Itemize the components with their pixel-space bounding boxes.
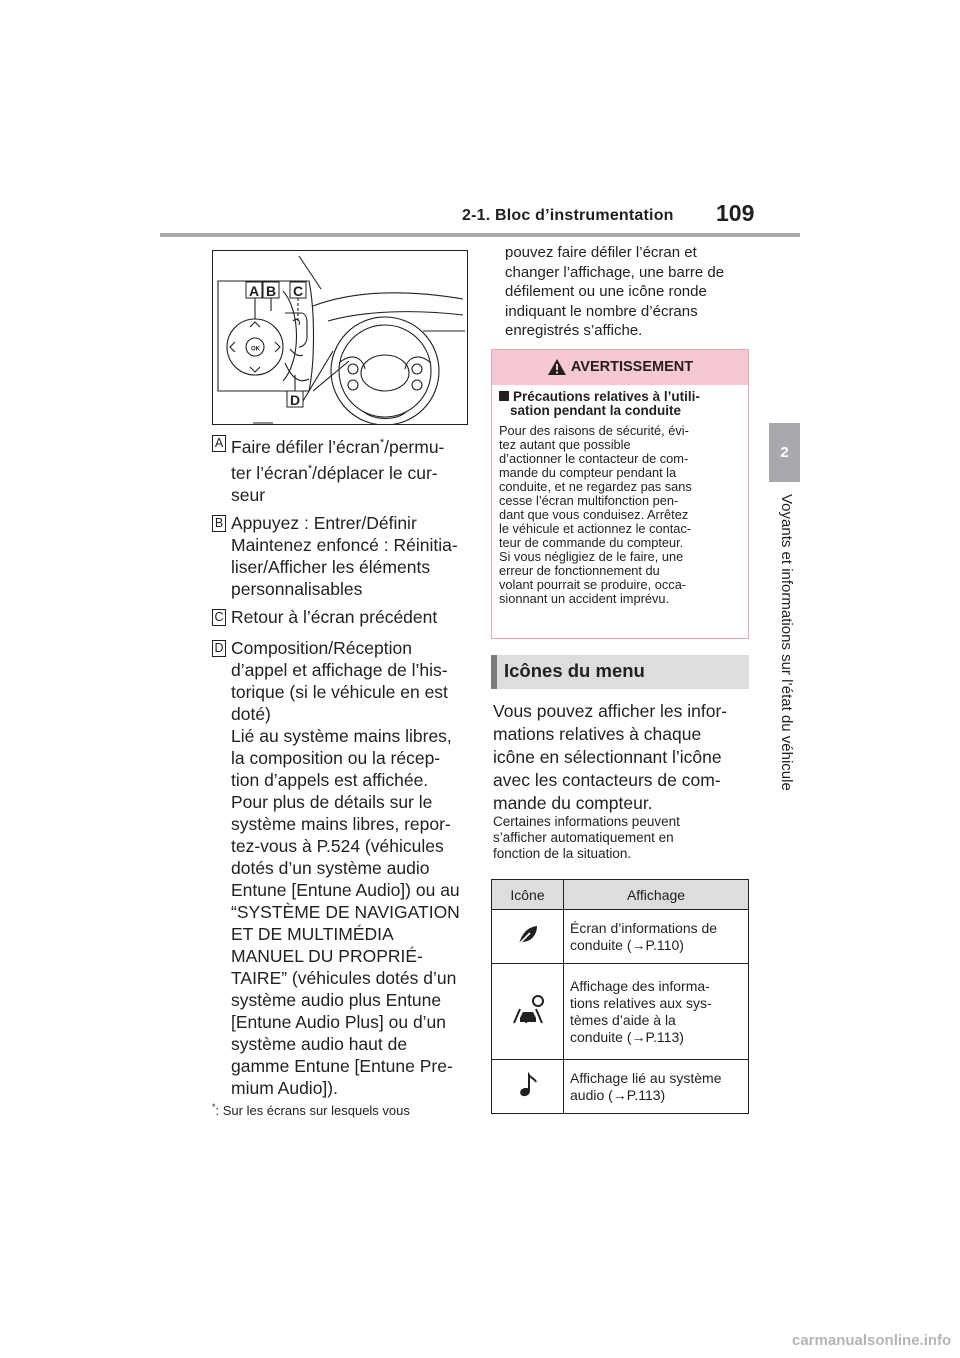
warning-subheading-line1: Précautions relatives à l’utili-: [513, 389, 700, 404]
page-number: 109: [716, 200, 755, 226]
square-bullet-icon: [499, 391, 509, 401]
table-cell-text: Affichage des informa- tions relatives aux sys- tèmes d’aide à la conduite (→P.113): [564, 964, 749, 1060]
callout-d: D: [290, 392, 301, 408]
callout-b: B: [266, 283, 277, 299]
leaf-icon: [516, 923, 540, 947]
header-rule: [160, 233, 800, 237]
steering-wheel-diagram: [213, 251, 468, 425]
watermark: carmanualsonline.info: [792, 1332, 952, 1349]
item-a-text: Faire défiler l’écran*/permu- ter l’écran*/déplacer le cur- seur: [231, 436, 445, 505]
badge-d: D: [212, 640, 226, 657]
chapter-tab: 2: [769, 423, 800, 482]
table-header-icon: Icône: [492, 880, 564, 910]
warning-subheading-line2: sation pendant la conduite: [510, 403, 682, 418]
badge-c: C: [212, 609, 226, 626]
footnote-text: : Sur les écrans sur lesquels vous: [215, 1103, 410, 1118]
note-paragraph: Certaines informations peuvent s’afficher automatiquement en fonction de la situation.: [493, 814, 680, 861]
table-cell-text: Écran d’informations de conduite (→P.110): [564, 910, 749, 964]
section-title: 2-1. Bloc d’instrumentation: [462, 207, 674, 224]
warning-box: [491, 349, 749, 639]
music-note-icon: [518, 1072, 538, 1098]
callout-a: A: [249, 283, 260, 299]
section-heading: [491, 655, 749, 689]
warning-subheading: [499, 390, 745, 418]
table-header-display: Affichage: [564, 880, 749, 910]
driving-assist-icon: [510, 995, 546, 1025]
chapter-title: Voyants et informations sur l’état du véhicule: [778, 494, 795, 791]
table-row: [492, 910, 749, 964]
warning-triangle-icon: [547, 358, 567, 376]
ok-label: OK: [251, 346, 260, 353]
table-cell-text: Affichage lié au système audio (→P.113): [564, 1060, 749, 1114]
badge-a: A: [212, 435, 226, 452]
steering-switch-illustration: [212, 250, 468, 425]
footnote-marker: *: [212, 1102, 216, 1112]
item-d-text: Composition/Réception d’appel et affichage de l’his- torique (si le véhicule en est doté) Lié au système mains libres, la composition ou la récep- tion d’appels est affichée. Pour plus de détails sur le système mains libres, repor- tez-vous à P.524 (véhicules dotés d’un système audio Entune [Entune Audio]) ou au “SYSTÈME DE NAVIGATION ET DE MULTIMÉDIA MANUEL DU PROPRIÉ- TAIRE” (véhicules dotés d’un système audio plus Entune [Entune Audio Plus] ou d’un système audio haut de gamme Entune [Entune Pre- mium Audio]).: [231, 638, 460, 1098]
item-b-text: Appuyez : Entrer/Définir Maintenez enfoncé : Réinitia- liser/Afficher les éléments personnalisables: [231, 513, 458, 599]
item-c-text: Retour à l’écran précédent: [231, 607, 438, 627]
badge-b: B: [212, 515, 226, 532]
section-heading-title: Icônes du menu: [504, 660, 645, 681]
table-row: [492, 1060, 749, 1114]
callout-c: C: [293, 283, 304, 299]
footnote-continuation: pouvez faire défiler l’écran et changer l’affichage, une barre de défilement ou une icône ronde indiquant le nombre d’écrans enregistrés s’affiche.: [505, 244, 725, 339]
footnote-marker: *: [379, 437, 385, 449]
menu-icons-table: [491, 879, 749, 1114]
section-heading-bar: [491, 655, 497, 689]
warning-body: Pour des raisons de sécurité, évi- tez autant que possible d’actionner le contacteur de com- mande du compteur pendant la conduite, et ne regardez pas sans cesse l’écran multifonction pen- dant que vous conduisez. Arrêtez le véhicule et actionnez le contac- teur de commande du compteur. Si vous négligiez de le faire, une erreur de fonctionnement du volant pourrait se produire, occa- sionnant un accident imprévu.: [499, 423, 692, 606]
footnote: [212, 1102, 410, 1118]
footnote-marker: *: [307, 462, 313, 475]
warning-heading: AVERTISSEMENT: [570, 359, 694, 375]
intro-paragraph: Vous pouvez afficher les infor- mations relatives à chaque icône en sélectionnant l’icône avec les contacteurs de com- mande du compteur.: [493, 701, 728, 813]
table-row: [492, 964, 749, 1060]
warning-header: [492, 350, 748, 385]
